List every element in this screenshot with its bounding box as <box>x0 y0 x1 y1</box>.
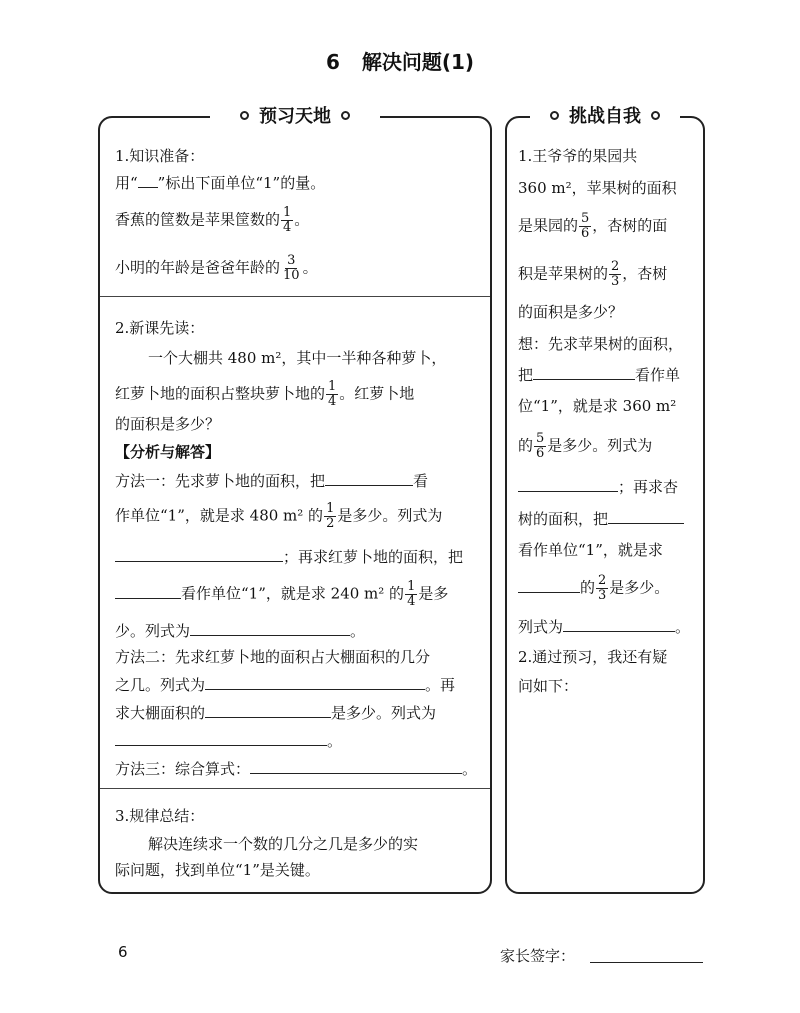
knowledge-heading: 1.知识准备： <box>115 147 205 165</box>
answer-blank[interactable] <box>250 758 462 774</box>
summary-line-1: 解决连续求一个数的几分之几是多少的实 <box>148 835 419 853</box>
challenge-line: 的 $\frac{2}{3}$ 是多少。 <box>518 574 669 603</box>
fraction: $\frac{5}{6}$ <box>581 211 590 241</box>
method-2-line-4: 。 <box>115 730 342 751</box>
challenge-line: 想：先求苹果树的面积， <box>518 335 684 353</box>
challenge-line: 树的面积，把 <box>518 508 684 529</box>
preview-panel-title: 预习天地 <box>259 106 331 127</box>
knowledge-item-banana: 香蕉的筐数是苹果筐数的 $\frac{1}{4}$ 。 <box>115 205 310 235</box>
method-2-line-1: 方法二：先求红萝卜地的面积占大棚面积的几分 <box>115 648 431 666</box>
method-2-line-3: 求大棚面积的 是多少。列式为 <box>115 704 437 722</box>
problem-line-2: 红萝卜地的面积占整块萝卜地的 $\frac{1}{4}$ 。红萝卜地 <box>115 379 415 409</box>
method-3: 方法三：综合算式： 。 <box>115 760 478 778</box>
challenge-line: 360 m²，苹果树的面积 <box>518 179 677 197</box>
challenge-panel-header <box>530 100 680 130</box>
challenge-line: 位“1”，就是求 360 m² <box>518 397 677 415</box>
challenge-line: 1.王爷爷的果园共 <box>518 147 638 165</box>
new-lesson-heading: 2.新课先读： <box>115 319 205 337</box>
fraction: $\frac{2}{3}$ <box>611 259 620 289</box>
challenge-line: 的 $\frac{5}{6}$ 是多少。列式为 <box>518 431 653 461</box>
answer-blank[interactable] <box>608 508 684 524</box>
fraction: $\frac{1}{2}$ <box>326 501 335 531</box>
problem-line-1: 一个大棚共 480 m²，其中一半种各种萝卜， <box>148 349 447 367</box>
challenge-line: 是果园的 $\frac{5}{6}$ ，杏树的面 <box>518 211 668 241</box>
answer-blank[interactable] <box>115 546 283 562</box>
answer-blank[interactable] <box>205 702 331 718</box>
method-1-line-3: ；再求红萝卜地的面积，把 <box>115 546 463 567</box>
underline-sample <box>138 172 158 188</box>
knowledge-instruction: 用“ ”标出下面单位“1”的量。 <box>115 174 326 192</box>
preview-panel-header <box>210 100 380 130</box>
circle-icon <box>550 111 559 120</box>
answer-blank[interactable] <box>533 364 635 380</box>
method-1-line-1: 方法一：先求萝卜地的面积，把 看 <box>115 472 429 490</box>
challenge-line: ；再求杏 <box>518 476 678 497</box>
challenge-line: 看作单位“1”，就是求 <box>518 541 663 559</box>
fraction: $\frac{1}{4}$ <box>407 579 416 609</box>
answer-blank[interactable] <box>518 577 580 593</box>
answer-blank[interactable] <box>190 620 350 636</box>
knowledge-item-age: 小明的年龄是爸爸年龄的 $\frac{3}{10}$ 。 <box>115 253 318 283</box>
fraction: $\frac{1}{4}$ <box>328 379 337 409</box>
challenge-panel-title: 挑战自我 <box>569 106 641 127</box>
method-2-line-2: 之几。列式为 。再 <box>115 676 456 694</box>
lesson-title: 解决问题(1) <box>361 50 475 74</box>
circle-icon <box>651 111 660 120</box>
challenge-line: 问如下： <box>518 677 579 695</box>
method-1-line-2: 作单位“1”，就是求 480 m² 的 $\frac{1}{2}$ 是多少。列式为 <box>115 501 443 531</box>
problem-line-3: 的面积是多少？ <box>115 415 221 433</box>
analysis-heading: 【分析与解答】 <box>115 443 221 461</box>
answer-blank[interactable] <box>563 616 675 632</box>
lesson-number: 6 <box>325 50 340 74</box>
page-title <box>0 46 800 75</box>
challenge-line: 2.通过预习，我还有疑 <box>518 648 668 666</box>
challenge-line: 把 看作单 <box>518 366 681 384</box>
challenge-line: 积是苹果树的 $\frac{2}{3}$ ，杏树 <box>518 259 668 289</box>
fraction: $\frac{3}{10}$ <box>283 253 300 283</box>
circle-icon <box>240 111 249 120</box>
fraction: $\frac{2}{3}$ <box>598 573 607 603</box>
circle-icon <box>341 111 350 120</box>
answer-blank[interactable] <box>115 583 181 599</box>
page-number: 6 <box>118 943 128 961</box>
answer-blank[interactable] <box>518 476 618 492</box>
challenge-line: 列式为 。 <box>518 618 691 636</box>
signature-blank[interactable] <box>590 962 703 963</box>
fraction: $\frac{5}{6}$ <box>536 431 545 461</box>
answer-blank[interactable] <box>115 730 327 746</box>
method-1-line-4: 看作单位“1”，就是求 240 m² 的 $\frac{1}{4}$ 是多 <box>115 580 448 609</box>
summary-heading: 3.规律总结： <box>115 807 205 825</box>
summary-line-2: 际问题，找到单位“1”是关键。 <box>115 861 320 879</box>
section-divider <box>100 296 490 297</box>
challenge-line: 的面积是多少？ <box>518 303 624 321</box>
fraction: $\frac{1}{4}$ <box>283 205 292 235</box>
answer-blank[interactable] <box>205 674 425 690</box>
parent-signature-label: 家长签字： <box>500 947 576 965</box>
section-divider <box>100 788 490 789</box>
method-1-line-5: 少。列式为 。 <box>115 622 366 640</box>
answer-blank[interactable] <box>325 470 413 486</box>
